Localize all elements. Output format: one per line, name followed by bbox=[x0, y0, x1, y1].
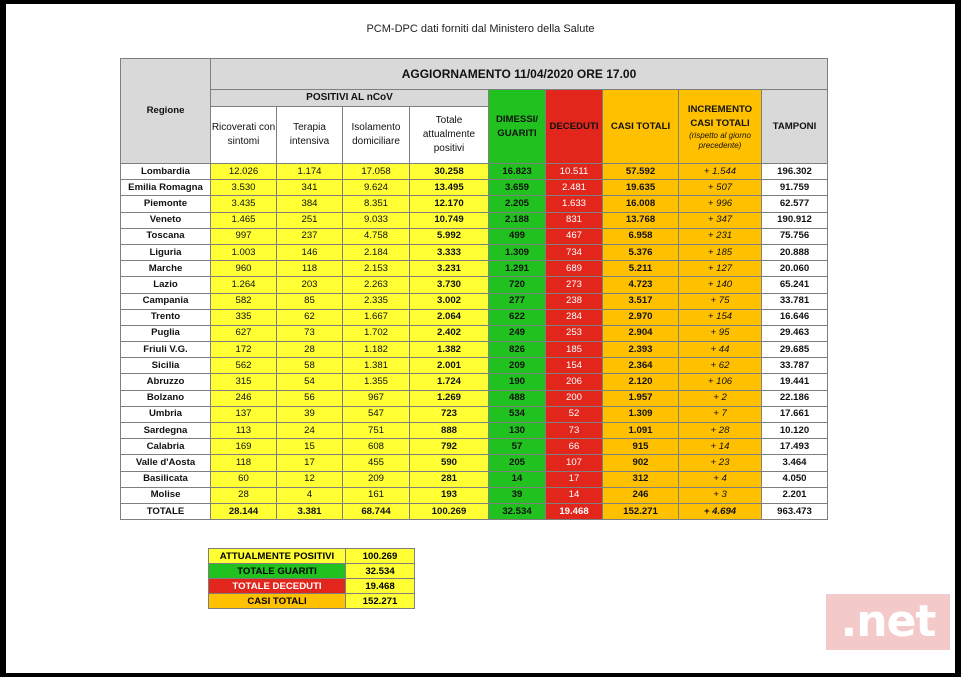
cell-ricoverati: 3.530 bbox=[211, 180, 277, 196]
table-row bbox=[121, 164, 828, 180]
summary-label: TOTALE GUARITI bbox=[209, 564, 346, 579]
total-regione: TOTALE bbox=[121, 503, 211, 519]
cell-incremento: + 347 bbox=[679, 212, 762, 228]
cell-terapia: 118 bbox=[277, 261, 343, 277]
cell-deceduti: 206 bbox=[546, 374, 603, 390]
cell-ricoverati: 28 bbox=[211, 487, 277, 503]
cell-deceduti: 2.481 bbox=[546, 180, 603, 196]
cell-ricoverati: 1.465 bbox=[211, 212, 277, 228]
cell-casi-totali: 16.008 bbox=[603, 196, 679, 212]
cell-regione: Lombardia bbox=[121, 164, 211, 180]
summary-label: CASI TOTALI bbox=[209, 594, 346, 609]
cell-dimessi: 622 bbox=[489, 309, 546, 325]
cell-isolamento: 2.263 bbox=[343, 277, 410, 293]
cell-isolamento: 751 bbox=[343, 423, 410, 439]
cell-regione: Sardegna bbox=[121, 423, 211, 439]
cell-terapia: 58 bbox=[277, 358, 343, 374]
cell-incremento: + 106 bbox=[679, 374, 762, 390]
cell-tamponi: 19.441 bbox=[762, 374, 828, 390]
cell-totale-positivi: 888 bbox=[410, 423, 489, 439]
cell-deceduti: 17 bbox=[546, 471, 603, 487]
cell-ricoverati: 172 bbox=[211, 342, 277, 358]
table-row bbox=[121, 309, 828, 325]
header-terapia: Terapia intensiva bbox=[277, 107, 343, 164]
cell-dimessi: 2.205 bbox=[489, 196, 546, 212]
cell-regione: Bolzano bbox=[121, 390, 211, 406]
cell-casi-totali: 6.958 bbox=[603, 228, 679, 244]
cell-totale-positivi: 281 bbox=[410, 471, 489, 487]
cell-casi-totali: 3.517 bbox=[603, 293, 679, 309]
table-body bbox=[121, 164, 828, 520]
cell-incremento: + 507 bbox=[679, 180, 762, 196]
cell-ricoverati: 997 bbox=[211, 228, 277, 244]
cell-dimessi: 488 bbox=[489, 390, 546, 406]
cell-deceduti: 1.633 bbox=[546, 196, 603, 212]
cell-incremento: + 154 bbox=[679, 309, 762, 325]
cell-incremento: + 23 bbox=[679, 455, 762, 471]
cell-regione: Valle d'Aosta bbox=[121, 455, 211, 471]
cell-regione: Lazio bbox=[121, 277, 211, 293]
cell-casi-totali: 4.723 bbox=[603, 277, 679, 293]
cell-regione: Calabria bbox=[121, 439, 211, 455]
cell-isolamento: 9.624 bbox=[343, 180, 410, 196]
cell-dimessi: 190 bbox=[489, 374, 546, 390]
header-incremento-label: INCREMENTO CASI TOTALI bbox=[687, 103, 753, 129]
cell-regione: Friuli V.G. bbox=[121, 342, 211, 358]
cell-terapia: 17 bbox=[277, 455, 343, 471]
total-incremento: + 4.694 bbox=[679, 503, 762, 519]
cell-ricoverati: 627 bbox=[211, 325, 277, 341]
cell-deceduti: 273 bbox=[546, 277, 603, 293]
table-row bbox=[121, 293, 828, 309]
cell-terapia: 12 bbox=[277, 471, 343, 487]
cell-casi-totali: 1.091 bbox=[603, 423, 679, 439]
cell-ricoverati: 335 bbox=[211, 309, 277, 325]
total-terapia: 3.381 bbox=[277, 503, 343, 519]
cell-dimessi: 826 bbox=[489, 342, 546, 358]
cell-tamponi: 65.241 bbox=[762, 277, 828, 293]
table-row bbox=[121, 180, 828, 196]
cell-ricoverati: 315 bbox=[211, 374, 277, 390]
cell-casi-totali: 246 bbox=[603, 487, 679, 503]
covid-data-table bbox=[120, 58, 828, 520]
cell-regione: Trento bbox=[121, 309, 211, 325]
cell-casi-totali: 915 bbox=[603, 439, 679, 455]
cell-incremento: + 75 bbox=[679, 293, 762, 309]
cell-incremento: + 2 bbox=[679, 390, 762, 406]
cell-totale-positivi: 1.382 bbox=[410, 342, 489, 358]
cell-dimessi: 534 bbox=[489, 406, 546, 422]
cell-terapia: 24 bbox=[277, 423, 343, 439]
cell-terapia: 56 bbox=[277, 390, 343, 406]
cell-totale-positivi: 1.269 bbox=[410, 390, 489, 406]
cell-regione: Abruzzo bbox=[121, 374, 211, 390]
cell-deceduti: 284 bbox=[546, 309, 603, 325]
summary-label: TOTALE DECEDUTI bbox=[209, 579, 346, 594]
cell-regione: Puglia bbox=[121, 325, 211, 341]
cell-incremento: + 1.544 bbox=[679, 164, 762, 180]
table-row bbox=[121, 277, 828, 293]
header-positivi: POSITIVI AL nCoV bbox=[211, 90, 489, 107]
cell-totale-positivi: 5.992 bbox=[410, 228, 489, 244]
cell-regione: Toscana bbox=[121, 228, 211, 244]
cell-ricoverati: 60 bbox=[211, 471, 277, 487]
cell-casi-totali: 13.768 bbox=[603, 212, 679, 228]
table-row bbox=[121, 390, 828, 406]
cell-casi-totali: 1.957 bbox=[603, 390, 679, 406]
cell-deceduti: 107 bbox=[546, 455, 603, 471]
total-ricoverati: 28.144 bbox=[211, 503, 277, 519]
cell-dimessi: 130 bbox=[489, 423, 546, 439]
cell-regione: Sicilia bbox=[121, 358, 211, 374]
cell-deceduti: 200 bbox=[546, 390, 603, 406]
header-deceduti: DECEDUTI bbox=[546, 90, 603, 164]
summary-value: 152.271 bbox=[346, 594, 415, 609]
cell-terapia: 237 bbox=[277, 228, 343, 244]
cell-tamponi: 33.787 bbox=[762, 358, 828, 374]
cell-dimessi: 57 bbox=[489, 439, 546, 455]
cell-tamponi: 91.759 bbox=[762, 180, 828, 196]
cell-ricoverati: 1.264 bbox=[211, 277, 277, 293]
cell-casi-totali: 2.970 bbox=[603, 309, 679, 325]
cell-totale-positivi: 12.170 bbox=[410, 196, 489, 212]
cell-ricoverati: 562 bbox=[211, 358, 277, 374]
cell-terapia: 73 bbox=[277, 325, 343, 341]
cell-incremento: + 231 bbox=[679, 228, 762, 244]
cell-ricoverati: 582 bbox=[211, 293, 277, 309]
cell-regione: Basilicata bbox=[121, 471, 211, 487]
cell-isolamento: 209 bbox=[343, 471, 410, 487]
watermark-logo: .net bbox=[826, 594, 950, 650]
cell-deceduti: 66 bbox=[546, 439, 603, 455]
cell-totale-positivi: 3.730 bbox=[410, 277, 489, 293]
cell-tamponi: 2.201 bbox=[762, 487, 828, 503]
cell-totale-positivi: 3.002 bbox=[410, 293, 489, 309]
cell-casi-totali: 2.393 bbox=[603, 342, 679, 358]
cell-ricoverati: 169 bbox=[211, 439, 277, 455]
cell-casi-totali: 5.376 bbox=[603, 244, 679, 260]
cell-casi-totali: 1.309 bbox=[603, 406, 679, 422]
cell-tamponi: 33.781 bbox=[762, 293, 828, 309]
cell-totale-positivi: 10.749 bbox=[410, 212, 489, 228]
table-row bbox=[121, 358, 828, 374]
summary-row bbox=[209, 564, 415, 579]
summary-label: ATTUALMENTE POSITIVI bbox=[209, 549, 346, 564]
header-update: AGGIORNAMENTO 11/04/2020 ORE 17.00 bbox=[211, 59, 828, 90]
cell-incremento: + 127 bbox=[679, 261, 762, 277]
cell-casi-totali: 2.364 bbox=[603, 358, 679, 374]
cell-deceduti: 185 bbox=[546, 342, 603, 358]
table-row bbox=[121, 487, 828, 503]
cell-deceduti: 689 bbox=[546, 261, 603, 277]
summary-value: 19.468 bbox=[346, 579, 415, 594]
cell-tamponi: 3.464 bbox=[762, 455, 828, 471]
cell-ricoverati: 246 bbox=[211, 390, 277, 406]
cell-tamponi: 16.646 bbox=[762, 309, 828, 325]
table-row bbox=[121, 244, 828, 260]
cell-casi-totali: 2.904 bbox=[603, 325, 679, 341]
cell-incremento: + 996 bbox=[679, 196, 762, 212]
cell-totale-positivi: 792 bbox=[410, 439, 489, 455]
cell-regione: Molise bbox=[121, 487, 211, 503]
cell-deceduti: 831 bbox=[546, 212, 603, 228]
cell-ricoverati: 137 bbox=[211, 406, 277, 422]
cell-incremento: + 95 bbox=[679, 325, 762, 341]
cell-isolamento: 2.335 bbox=[343, 293, 410, 309]
cell-isolamento: 1.355 bbox=[343, 374, 410, 390]
cell-isolamento: 161 bbox=[343, 487, 410, 503]
table-row bbox=[121, 471, 828, 487]
cell-incremento: + 7 bbox=[679, 406, 762, 422]
header-tamponi: TAMPONI bbox=[762, 90, 828, 164]
cell-deceduti: 253 bbox=[546, 325, 603, 341]
cell-isolamento: 547 bbox=[343, 406, 410, 422]
cell-terapia: 15 bbox=[277, 439, 343, 455]
cell-isolamento: 2.153 bbox=[343, 261, 410, 277]
cell-deceduti: 14 bbox=[546, 487, 603, 503]
table-row bbox=[121, 406, 828, 422]
cell-regione: Piemonte bbox=[121, 196, 211, 212]
cell-terapia: 85 bbox=[277, 293, 343, 309]
cell-isolamento: 1.667 bbox=[343, 309, 410, 325]
table-row bbox=[121, 325, 828, 341]
cell-tamponi: 75.756 bbox=[762, 228, 828, 244]
cell-totale-positivi: 193 bbox=[410, 487, 489, 503]
cell-tamponi: 190.912 bbox=[762, 212, 828, 228]
cell-totale-positivi: 590 bbox=[410, 455, 489, 471]
cell-ricoverati: 113 bbox=[211, 423, 277, 439]
cell-terapia: 28 bbox=[277, 342, 343, 358]
cell-terapia: 54 bbox=[277, 374, 343, 390]
cell-dimessi: 205 bbox=[489, 455, 546, 471]
cell-terapia: 203 bbox=[277, 277, 343, 293]
summary-value: 100.269 bbox=[346, 549, 415, 564]
cell-deceduti: 467 bbox=[546, 228, 603, 244]
cell-totale-positivi: 30.258 bbox=[410, 164, 489, 180]
cell-incremento: + 28 bbox=[679, 423, 762, 439]
table-row bbox=[121, 212, 828, 228]
cell-incremento: + 140 bbox=[679, 277, 762, 293]
cell-tamponi: 29.685 bbox=[762, 342, 828, 358]
cell-terapia: 39 bbox=[277, 406, 343, 422]
cell-incremento: + 14 bbox=[679, 439, 762, 455]
cell-deceduti: 73 bbox=[546, 423, 603, 439]
cell-totale-positivi: 2.001 bbox=[410, 358, 489, 374]
cell-regione: Liguria bbox=[121, 244, 211, 260]
header-casi-totali: CASI TOTALI bbox=[603, 90, 679, 164]
header-regione: Regione bbox=[121, 59, 211, 164]
cell-dimessi: 16.823 bbox=[489, 164, 546, 180]
header-dimessi: DIMESSI/ GUARITI bbox=[489, 90, 546, 164]
cell-incremento: + 3 bbox=[679, 487, 762, 503]
table-row bbox=[121, 374, 828, 390]
cell-dimessi: 39 bbox=[489, 487, 546, 503]
summary-table bbox=[208, 548, 415, 609]
cell-ricoverati: 1.003 bbox=[211, 244, 277, 260]
cell-regione: Campania bbox=[121, 293, 211, 309]
cell-deceduti: 154 bbox=[546, 358, 603, 374]
cell-isolamento: 4.758 bbox=[343, 228, 410, 244]
cell-ricoverati: 118 bbox=[211, 455, 277, 471]
cell-deceduti: 734 bbox=[546, 244, 603, 260]
cell-dimessi: 209 bbox=[489, 358, 546, 374]
cell-isolamento: 17.058 bbox=[343, 164, 410, 180]
cell-dimessi: 1.309 bbox=[489, 244, 546, 260]
summary-value: 32.534 bbox=[346, 564, 415, 579]
cell-isolamento: 967 bbox=[343, 390, 410, 406]
cell-incremento: + 185 bbox=[679, 244, 762, 260]
cell-tamponi: 29.463 bbox=[762, 325, 828, 341]
cell-tamponi: 20.060 bbox=[762, 261, 828, 277]
header-incremento-note: (rispetto al giorno precedente) bbox=[689, 130, 751, 150]
cell-regione: Veneto bbox=[121, 212, 211, 228]
total-deceduti: 19.468 bbox=[546, 503, 603, 519]
cell-terapia: 341 bbox=[277, 180, 343, 196]
cell-isolamento: 1.702 bbox=[343, 325, 410, 341]
cell-isolamento: 455 bbox=[343, 455, 410, 471]
cell-tamponi: 10.120 bbox=[762, 423, 828, 439]
table-row bbox=[121, 439, 828, 455]
table-row bbox=[121, 342, 828, 358]
cell-totale-positivi: 13.495 bbox=[410, 180, 489, 196]
cell-tamponi: 17.661 bbox=[762, 406, 828, 422]
cell-terapia: 62 bbox=[277, 309, 343, 325]
table-row bbox=[121, 196, 828, 212]
cell-ricoverati: 960 bbox=[211, 261, 277, 277]
cell-regione: Emilia Romagna bbox=[121, 180, 211, 196]
source-caption: PCM-DPC dati forniti dal Ministero della Salute bbox=[366, 23, 595, 35]
cell-dimessi: 14 bbox=[489, 471, 546, 487]
cell-dimessi: 3.659 bbox=[489, 180, 546, 196]
cell-ricoverati: 3.435 bbox=[211, 196, 277, 212]
total-row bbox=[121, 503, 828, 519]
cell-regione: Marche bbox=[121, 261, 211, 277]
cell-casi-totali: 19.635 bbox=[603, 180, 679, 196]
cell-terapia: 251 bbox=[277, 212, 343, 228]
total-tamponi: 963.473 bbox=[762, 503, 828, 519]
cell-isolamento: 2.184 bbox=[343, 244, 410, 260]
cell-dimessi: 277 bbox=[489, 293, 546, 309]
cell-deceduti: 52 bbox=[546, 406, 603, 422]
cell-isolamento: 9.033 bbox=[343, 212, 410, 228]
cell-dimessi: 720 bbox=[489, 277, 546, 293]
cell-tamponi: 62.577 bbox=[762, 196, 828, 212]
cell-totale-positivi: 723 bbox=[410, 406, 489, 422]
cell-dimessi: 1.291 bbox=[489, 261, 546, 277]
cell-regione: Umbria bbox=[121, 406, 211, 422]
cell-isolamento: 608 bbox=[343, 439, 410, 455]
cell-deceduti: 10.511 bbox=[546, 164, 603, 180]
header-isolamento: Isolamento domiciliare bbox=[343, 107, 410, 164]
header-ricoverati: Ricoverati con sintomi bbox=[211, 107, 277, 164]
cell-dimessi: 249 bbox=[489, 325, 546, 341]
total-isolamento: 68.744 bbox=[343, 503, 410, 519]
cell-incremento: + 62 bbox=[679, 358, 762, 374]
summary-row bbox=[209, 594, 415, 609]
cell-totale-positivi: 2.402 bbox=[410, 325, 489, 341]
cell-terapia: 384 bbox=[277, 196, 343, 212]
cell-casi-totali: 57.592 bbox=[603, 164, 679, 180]
cell-totale-positivi: 1.724 bbox=[410, 374, 489, 390]
cell-casi-totali: 902 bbox=[603, 455, 679, 471]
cell-ricoverati: 12.026 bbox=[211, 164, 277, 180]
cell-totale-positivi: 3.231 bbox=[410, 261, 489, 277]
cell-totale-positivi: 3.333 bbox=[410, 244, 489, 260]
table-row bbox=[121, 423, 828, 439]
cell-terapia: 4 bbox=[277, 487, 343, 503]
table-row bbox=[121, 455, 828, 471]
total-dimessi: 32.534 bbox=[489, 503, 546, 519]
cell-tamponi: 20.888 bbox=[762, 244, 828, 260]
total-casi-totali: 152.271 bbox=[603, 503, 679, 519]
cell-terapia: 146 bbox=[277, 244, 343, 260]
cell-dimessi: 2.188 bbox=[489, 212, 546, 228]
cell-isolamento: 8.351 bbox=[343, 196, 410, 212]
cell-isolamento: 1.381 bbox=[343, 358, 410, 374]
cell-incremento: + 44 bbox=[679, 342, 762, 358]
cell-deceduti: 238 bbox=[546, 293, 603, 309]
summary-row bbox=[209, 549, 415, 564]
cell-casi-totali: 5.211 bbox=[603, 261, 679, 277]
cell-casi-totali: 312 bbox=[603, 471, 679, 487]
cell-tamponi: 22.186 bbox=[762, 390, 828, 406]
total-totale-positivi: 100.269 bbox=[410, 503, 489, 519]
cell-dimessi: 499 bbox=[489, 228, 546, 244]
cell-tamponi: 196.302 bbox=[762, 164, 828, 180]
cell-isolamento: 1.182 bbox=[343, 342, 410, 358]
cell-totale-positivi: 2.064 bbox=[410, 309, 489, 325]
header-totale-positivi: Totale attualmente positivi bbox=[410, 107, 489, 164]
cell-tamponi: 4.050 bbox=[762, 471, 828, 487]
cell-casi-totali: 2.120 bbox=[603, 374, 679, 390]
cell-tamponi: 17.493 bbox=[762, 439, 828, 455]
table-row bbox=[121, 261, 828, 277]
summary-row bbox=[209, 579, 415, 594]
cell-terapia: 1.174 bbox=[277, 164, 343, 180]
table-row bbox=[121, 228, 828, 244]
cell-incremento: + 4 bbox=[679, 471, 762, 487]
document-page bbox=[6, 4, 955, 673]
header-incremento bbox=[679, 90, 762, 164]
